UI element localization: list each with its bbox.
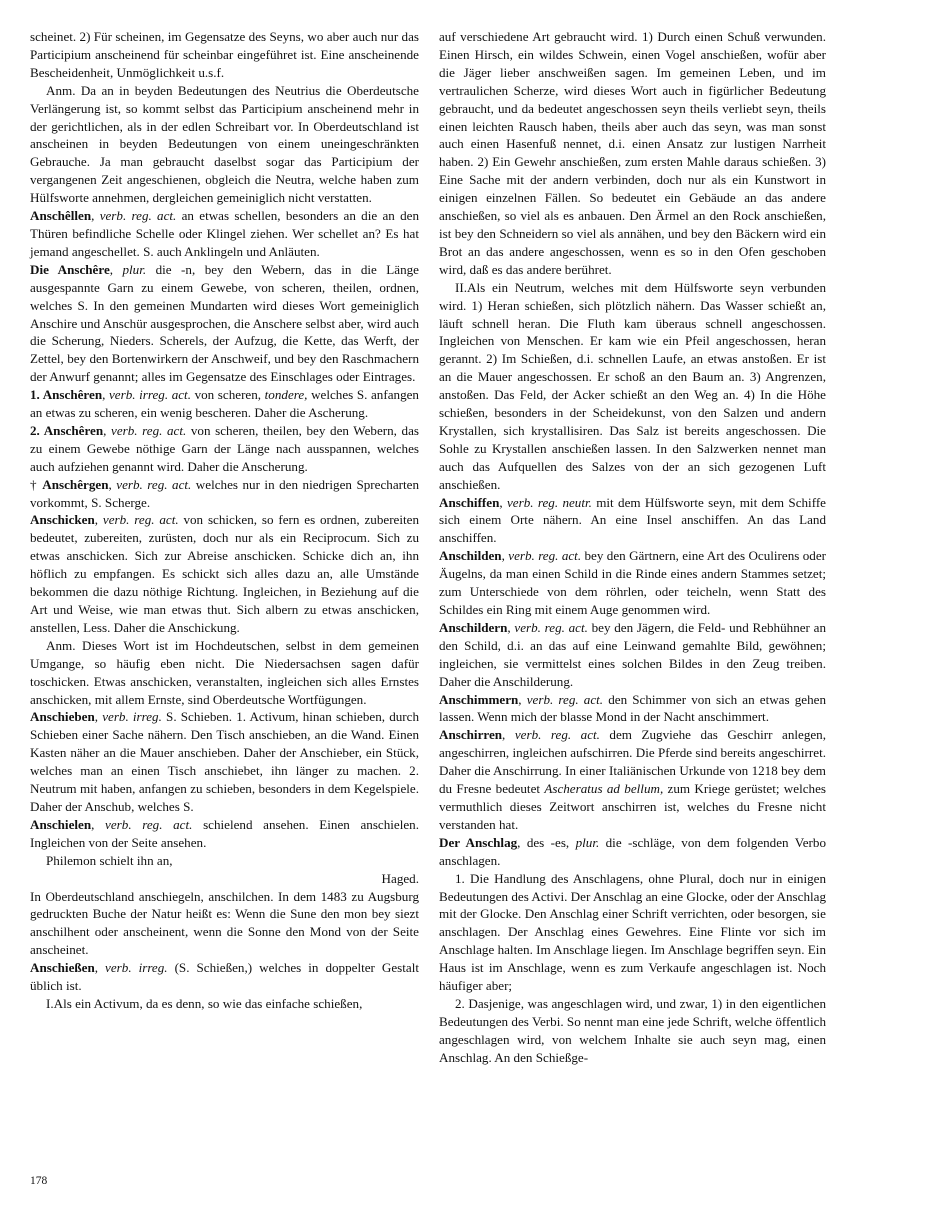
- paragraph: In Oberdeutschland anschiegeln, anschilchen. In dem 1483 zu Augsburg gedruckten Buche der Natur heißt es: Wenn die Sune den mon bey siezt anschilhent oder anscheinent, wenn die Sonne den Mond von der Seite anscheinet.: [30, 888, 419, 958]
- annotation-paragraph: Anm. Da an in beyden Bedeutungen des Neutrius die Oberdeutsche Verlängerung ist, so kommt selbst das Participium anscheinend mehr in der gerichtlichen, als in der edlen Schreibart vor. In Oberdeutschland ist anscheinen in beyden Bedeutungen von einem uneingeschränkten Gebrauche. Ja man gebraucht daselbst sogar das Participium der vergangenen Zeit angeschienen, obgleich die Neutra, welche haben zum Hülfsworte annehmen, dergleichen gemeiniglich nicht verstatten.: [30, 82, 419, 206]
- page-number: 178: [30, 1175, 48, 1187]
- entry-text: (S. Schießen,) welches in doppelter Gestalt üblich ist.: [30, 960, 419, 994]
- entry-anschiffen: Anschiffen, verb. reg. neutr. mit dem Hülfsworte seyn, mit dem Schiffe sich einem Orte nähern. An eine Insel anschiffen. An das Land anschiffen.: [439, 494, 826, 546]
- entry-anschicken: Anschicken, verb. reg. act. von schicken, so fern es ordnen, zubereiten bedeutet, zubereiten, zurüsten, doch nur als ein Reciprocum. Sich zu etwas anschicken. Sich zur Abreise anschicken. Schicke dich an, ihn höflich zu empfangen. Es schickt sich alles dazu an, alle Umstände bekommen die dazu nöthige Richtung. Ingleichen, in Beziehung auf die Art und Weise, wie man etwas thut. Sich albern zu etwas anschicken, anstellen, Less. Daher die Anschickung.: [30, 512, 419, 635]
- latin-term: tondere,: [264, 387, 308, 403]
- entry-headword: Anschiffen: [439, 494, 500, 510]
- paragraph: II.Als ein Neutrum, welches mit dem Hülfsworte seyn verbunden wird. 1) Heran schießen, sich plötzlich nähern. Das Wasser schießt an, läuft schnell heran. Die Fluth kam überaus schnell angeschossen. Ingleichen von Menschen. Er kam wie ein Pfeil angeschossen, heran gerannt. 2) Im Schießen, d.i. schnellen Laufe, an etwas anstoßen. Er ist an die Mauer angeschossen. Er schoß an den Baum an. 3) Angrenzen, anstoßen. Das Feld, der Acker schießt an den Weg an. 4) In die Höhe schießen, besonders in der Scheidekunst, von den Salzen und andern Krystallen, sich krystallisiren. Das Salz ist bereits angeschossen. Die Sohle zu Krystallen anschießen lassen. In den Salzwerken nennet man auch das Aufquellen des Salzes von der an sich gezogenen Luft anschießen.: [439, 279, 826, 492]
- grammar-label: verb. reg. neutr.: [507, 494, 592, 510]
- grammar-label: verb. reg. act.: [99, 208, 177, 224]
- entry-text: zum Kriege gerüstet; welches vermuthlich dieses Zeitwort anschirren ist, welches du Fresne nicht verstanden hat.: [439, 781, 826, 832]
- grammar-label: verb. reg. act.: [514, 727, 600, 743]
- grammar-label: verb. irreg.: [102, 709, 162, 725]
- entry-anschilden: Anschilden, verb. reg. act. bey den Gärtnern, eine Art des Oculirens oder Äugelns, da man einen Schild in die Rinde eines andern Stammes setzet; zum Unterschiede von dem röhrlen, oder teicheln, wenn Statt des Schildes ein Ring mit einem Auge genommen wird.: [439, 548, 827, 617]
- entry-text: die -schläge, von dem folgenden Verbo anschlagen.: [439, 834, 827, 868]
- entry-anschildern: Anschildern, verb. reg. act. bey den Jägern, die Feld- und Rebhühner an den Schild, d.i. an das auf eine Leinwand gemahlte Bild, gewöhnen; ingleichen, sie vermittelst eines solchen Bildes in den Zeug treiben. Daher die Anschilderung.: [439, 619, 827, 689]
- entry-text: dem Zugviehe das Geschirr anlegen, angeschirren, ingleichen aufschirren. Die Pferde sind bereits angeschirret. Daher die Anschirrung. In einer Italiänischen Urkunde von 1218 bey dem du Fresne bedeutet: [439, 727, 826, 797]
- entry-headword: Anschirren: [439, 727, 503, 743]
- paragraph: 2. Dasjenige, was angeschlagen wird, und zwar, 1) in den eigentlichen Bedeutungen des Verbi. So nennt man eine jede Schrift, welche öffentlich angeschlagen wird, von welchem Inhalte sie auch seyn mag, einen Anschlag. An den Schießge-: [439, 995, 826, 1065]
- left-column: [30, 28, 419, 1013]
- entry-text: schielend ansehen. Einen anschielen. Ingleichen von der Seite ansehen.: [30, 816, 420, 850]
- entry-headword: Die Anschêre: [30, 261, 110, 277]
- quotation: Philemon schielt ihn an,: [46, 852, 173, 868]
- entry-text: , des -es,: [517, 834, 576, 850]
- entry-text: von schicken, so fern es ordnen, zubereiten bedeutet, zubereiten, zurüsten, doch nur als ein Reciprocum. Sich zu etwas anschicken. Sich zur Abreise anschicken. Schicke dich an, ihn höflich zu empfangen. Es schickt sich alles dazu an, alle Umstände bekommen die dazu nöthige Richtung. Ingleichen, in Beziehung auf die Art und Weise, wie man etwas thut. Sich albern zu etwas anschicken, anstellen, Less. Daher die Anschickung.: [30, 512, 419, 635]
- entry-headword: Anschießen: [30, 960, 95, 976]
- entry-headword: Anschicken: [30, 512, 95, 528]
- latin-term: Ascheratus ad bellum,: [544, 781, 664, 797]
- entry-text: bey den Jägern, die Feld- und Rebhühner an den Schild, d.i. an das auf eine Leinwand gemahlte Bild, gewöhnen; ingleichen, sie vermittelst eines solchen Bildes in den Zeug treiben. Daher die Anschilderung.: [439, 619, 827, 689]
- entry-headword: Anschielen: [30, 816, 92, 832]
- grammar-label: plur.: [575, 834, 600, 850]
- paragraph: 1. Die Handlung des Anschlagens, ohne Plural, doch nur in einigen Bedeutungen des Activi. Der Anschlag an eine Glocke, oder der Anschlag mit der Glocke. Den Anschlag einer Schrift verrichten, oder besorgen, sie anschlagen. Der Anschlag eines Gewehres. Eine Flinte vor sich im Anschlage halten. Im Anschlage liegen. Im Anschlage begriffen seyn. Ein Haus ist im Anschlage, wenn es zum Verkaufe angeschlagen ist. Noch häufiger aber;: [439, 870, 826, 994]
- grammar-label: verb. reg. act.: [514, 619, 588, 635]
- grammar-label: verb. irreg.: [105, 960, 168, 976]
- grammar-label: verb. irreg. act.: [108, 387, 191, 403]
- entry-anschimmern: Anschimmern, verb. reg. act. den Schimmer von sich an etwas gehen lassen. Wenn mich der blasse Mond in der Nacht anschimmert.: [439, 691, 826, 725]
- entry-anschirren: Anschirren, verb. reg. act. dem Zugviehe das Geschirr anlegen, angeschirren, ingleichen aufschirren. Die Pferde sind bereits angeschirret. Daher die Anschirrung. In einer Italiänischen Urkunde von 1218 bey dem du Fresne bedeutet Ascheratus ad bellum, zum Kriege gerüstet; welches vermuthlich dieses Zeitwort anschirren ist, welches du Fresne nicht verstanden hat.: [439, 727, 826, 832]
- entry-headword: Anschêrgen: [42, 476, 109, 492]
- grammar-label: verb. reg. act.: [508, 548, 582, 564]
- entry-headword: 1. Anschêren: [30, 387, 103, 403]
- entry-headword: Anschildern: [439, 619, 508, 635]
- entry-text: bey den Gärtnern, eine Art des Oculirens oder Äugelns, da man einen Schild in die Rinde eines andern Stammes setzet; zum Unterschiede von dem röhrlen, oder teicheln, wenn Statt des Schildes ein Ring mit einem Auge genommen wird.: [439, 548, 827, 617]
- grammar-label: verb. reg. act.: [111, 422, 187, 438]
- entry-anschergen: † Anschêrgen, verb. reg. act. welches nur in den niedrigen Sprecharten vorkommt, S. Scherge.: [30, 476, 419, 510]
- right-column: [439, 28, 826, 1067]
- entry-anscheren-2: 2. Anschêren, verb. reg. act. von scheren, theilen, bey den Webern, das zu einem Gewebe nöthige Garn der Länge nach ausspannen, welches auch aufziehen genannt wird. Daher die Anscherung.: [30, 422, 420, 474]
- paragraph: scheinet. 2) Für scheinen, im Gegensatze des Seyns, wo aber auch nur das Participium anscheinend für scheinbar eingeführet ist. Eine anscheinende Bescheidenheit, Unmöglichkeit u.s.f.: [30, 29, 419, 80]
- entry-anscheren-1: 1. Anschêren, verb. irreg. act. von scheren, tondere, welches S. anfangen an etwas zu scheren, ein wenig bescheren. Daher die Ascherung.: [30, 387, 419, 421]
- paragraph: I.Als ein Activum, da es denn, so wie das einfache schießen,: [46, 995, 363, 1011]
- entry-text: von scheren, theilen, bey den Webern, das zu einem Gewebe nöthige Garn der Länge nach ausspannen, welches auch aufziehen genannt wird. Daher die Anscherung.: [30, 422, 420, 474]
- entry-text: von scheren,: [190, 387, 265, 403]
- grammar-label: verb. reg. act.: [105, 816, 193, 832]
- entry-anschielen: Anschielen, verb. reg. act. schielend ansehen. Einen anschielen. Ingleichen von der Seite ansehen.: [30, 816, 420, 850]
- grammar-label: verb. reg. act.: [116, 476, 192, 492]
- entry-anschere: Die Anschêre, plur. die -n, bey den Webern, das in die Länge ausgespannte Garn zu einem Gewebe, von scheren, theilen, ordnen, welches S. In den gemeinen Mundarten wird dieses Wort gemeiniglich Anschire und Anschür ausgesprochen, die Anschere selbst aber, wird auch die Scherung, Nieders. Scherels, der Aufzug, die Kette, das Werft, der Zettel, bey den Bortenwirkern der Anschweif, und bey den Raschmachern der Anwurf genannt; alles im Gegensatze des Einschlages oder Eintrages.: [30, 261, 419, 385]
- grammar-label: verb. reg. act.: [102, 512, 179, 528]
- grammar-label: plur.: [122, 261, 147, 277]
- entry-anschellen: Anschêllen, verb. reg. act. an etwas schellen, besonders an die an den Thüren befindliche Schelle oder Klingel ziehen. Wer schellet an? Es hat jemand angeschellet. S. auch Anklingeln und Anläuten.: [30, 208, 420, 259]
- paragraph: auf verschiedene Art gebraucht wird. 1) Durch einen Schuß verwunden. Einen Hirsch, ein wildes Schwein, einen Vogel anschießen, wofür aber die Jäger lieber anschweißen sagen. Im gemeinen Leben, und im vertraulichen Scherze, wird dieses Wort auch in figürlicher Bedeutung gebraucht, und da bedeutet angeschossen seyn theils verliebt seyn, theils einen leichten Rausch haben, theils aber auch das seyn, was man sonst auch einen Hasenfuß nennet, d.i. einen Ansatz zur lustigen Narrheit haben. 2) Ein Gewehr anschießen, zum ersten Mahle daraus schießen. 3) Eine Sache mit der andern verbinden, doch nur als ein Kunstwort in einigen einzelnen Fällen. So bedeutet ein Gebäude an das andere anschießen, so viel als es anbauen. Den Ärmel an den Rock anschießen, ist bey den Schneidern so viel als annähen, und bey den Bäckern wird ein Brot an das andere angeschossen, wenn es so in den Ofen geschoben wird, daß es das andere berühret.: [439, 29, 826, 277]
- annotation-paragraph: Anm. Dieses Wort ist im Hochdeutschen, selbst in dem gemeinen Umgange, so häufig eben nicht. Die Niedersachsen sagen dafür toschicken. Etwas anschicken, veranstalten, ingleichen sich alles Ernstes anschicken, mit allem Ernste, sind Oberdeutsche Wortfügungen.: [30, 637, 419, 707]
- dagger-mark: †: [30, 476, 43, 492]
- entry-anschieben: Anschieben, verb. irreg. S. Schieben. 1. Activum, hinan schieben, durch Schieben einer Sache nähern. Den Tisch anschieben, an die Wand. Einen Kasten näher an die Mauer anschieben. Daher der Anschieber, ein Stück, welches man an einen Tisch anschiebet, ihn länger zu machen. 2. Neutrum mit haben, anfangen zu schieben, besonders in dem Kegelspiele. Daher der Anschub, welches S.: [30, 709, 420, 814]
- entry-text: die -n, bey den Webern, das in die Länge ausgespannte Garn zu einem Gewebe, von scheren, theilen, ordnen, welches S. In den gemeinen Mundarten wird dieses Wort gemeiniglich Anschire und Anschür ausgesprochen, die Anschere selbst aber, wird auch die Scherung, Nieders. Scherels, der Aufzug, die Kette, das Werft, der Zettel, bey den Bortenwirkern der Anschweif, und bey den Raschmachern der Anwurf genannt; alles im Gegensatze des Einschlages oder Eintrages.: [30, 261, 419, 385]
- entry-headword: 2. Anschêren: [30, 422, 104, 438]
- entry-text: welches nur in den niedrigen Sprecharten vorkommt, S. Scherge.: [30, 476, 419, 510]
- entry-headword: Anschieben: [30, 709, 95, 725]
- entry-headword: Der Anschlag: [439, 834, 518, 850]
- grammar-label: verb. reg. act.: [526, 691, 604, 707]
- entry-headword: Anschilden: [439, 548, 502, 564]
- entry-text: an etwas schellen, besonders an die an den Thüren befindliche Schelle oder Klingel ziehen. Wer schellet an? Es hat jemand angeschellet. S. auch Anklingeln und Anläuten.: [30, 208, 420, 259]
- entry-headword: Anschimmern: [439, 691, 519, 707]
- quotation-source: Haged.: [381, 870, 419, 886]
- entry-anschlag: [439, 834, 826, 870]
- entry-text: mit dem Hülfsworte seyn, mit dem Schiffe sich einem Orte nähern. An eine Insel anschiffen. An das Land anschiffen.: [439, 494, 826, 546]
- entry-text: den Schimmer von sich an etwas gehen lassen. Wenn mich der blasse Mond in der Nacht anschimmert.: [439, 691, 826, 725]
- entry-headword: Anschêllen: [30, 208, 92, 224]
- entry-text: S. Schieben. 1. Activum, hinan schieben, durch Schieben einer Sache nähern. Den Tisch anschieben, an die Wand. Einen Kasten näher an die Mauer anschieben. Daher der Anschieber, ein Stück, welches man an einen Tisch anschiebet, ihn länger zu machen. 2. Neutrum mit haben, anfangen zu schieben, besonders in dem Kegelspiele. Daher der Anschub, welches S.: [30, 709, 420, 814]
- entry-text: welches S. anfangen an etwas zu scheren, ein wenig bescheren. Daher die Ascherung.: [30, 387, 419, 421]
- entry-anschiessen: Anschießen, verb. irreg. (S. Schießen,) welches in doppelter Gestalt üblich ist.: [30, 960, 419, 994]
